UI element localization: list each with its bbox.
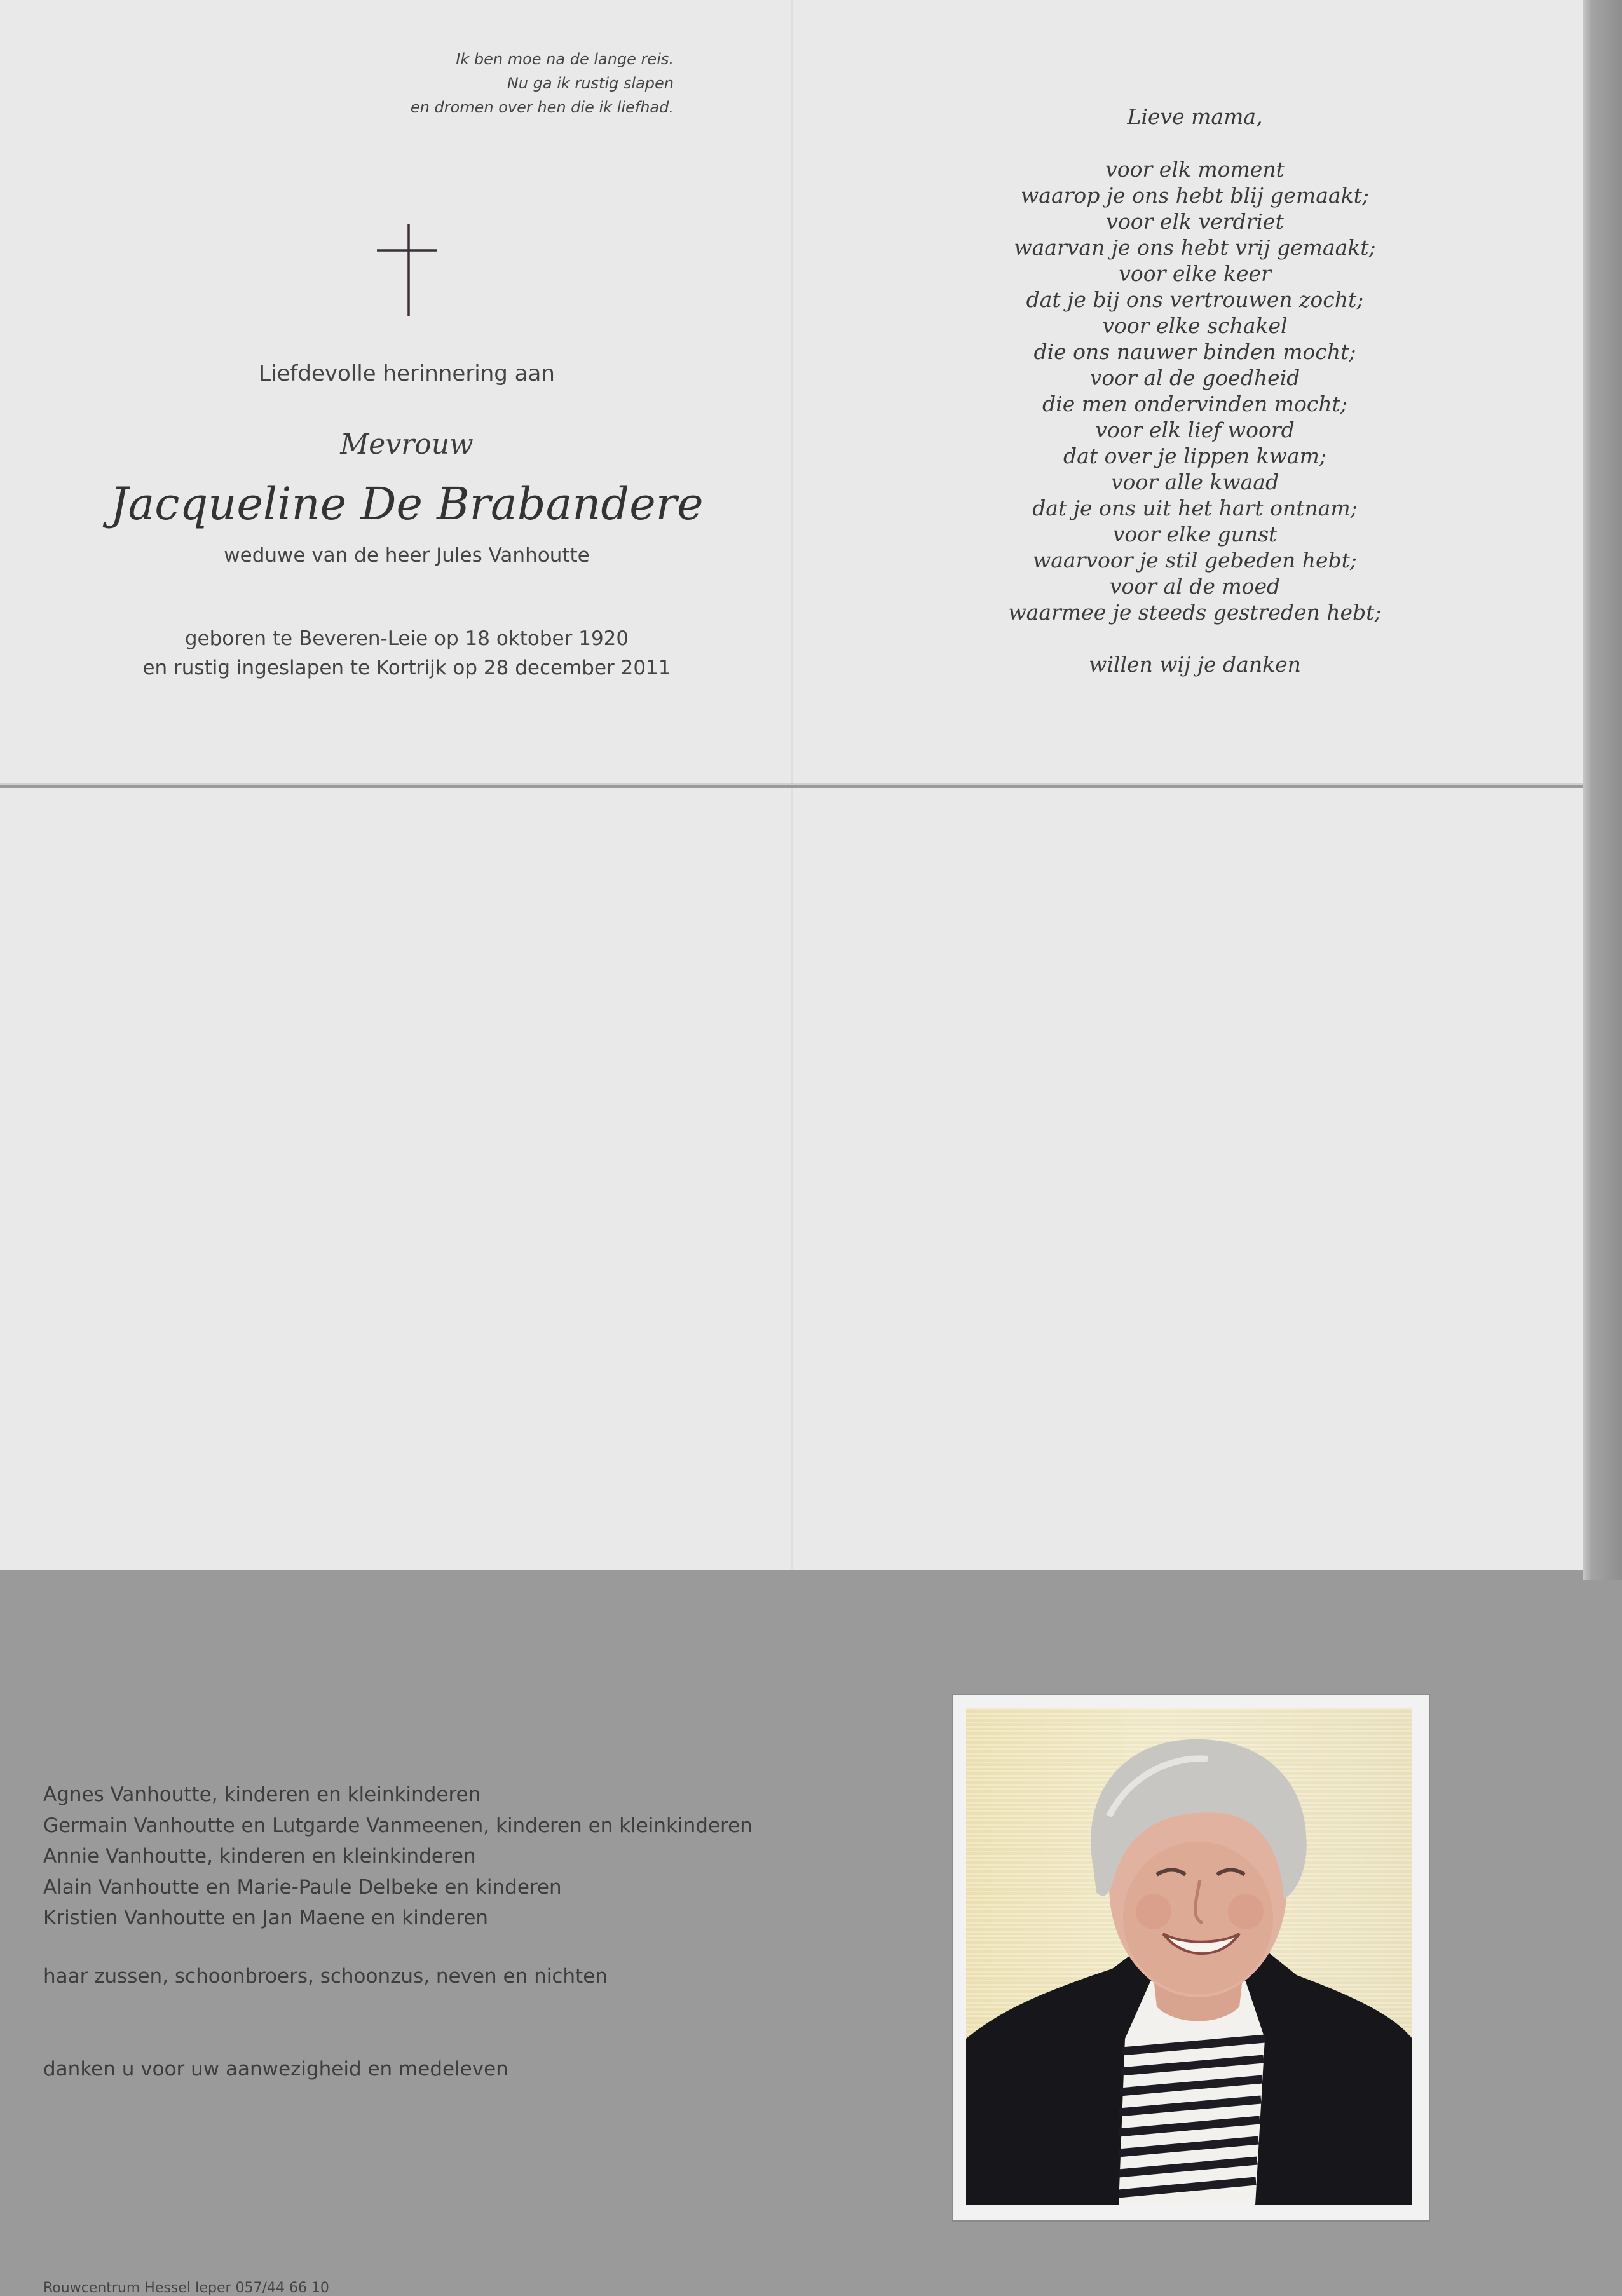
fold-line	[791, 788, 793, 1570]
memorial-card-back	[0, 788, 1583, 2296]
poem	[1004, 103, 1386, 679]
poem-line: die men ondervinden mocht;	[1042, 391, 1347, 416]
poem-line: voor al de goedheid	[1089, 365, 1300, 390]
deceased-name: Jacqueline De Brabandere	[110, 478, 704, 530]
poem-closing: willen wij je danken	[1089, 652, 1301, 677]
poem-line: voor elke schakel	[1102, 313, 1288, 338]
family-member: Kristien Vanhoutte en Jan Maene en kinderen	[43, 1906, 489, 1929]
poem-line: voor elk verdriet	[1106, 209, 1284, 234]
poem-line: waarvoor je stil gebeden hebt;	[1032, 548, 1358, 573]
poem-line: voor elk lief woord	[1095, 418, 1295, 442]
poem-line: dat over je lippen kwam;	[1063, 444, 1327, 468]
undertaker-info: Rouwcentrum Hessel Ieper 057/44 66 10	[43, 2280, 329, 2296]
poem-line: voor alle kwaad	[1110, 470, 1279, 494]
poem-line: die ons nauwer binden mocht;	[1033, 339, 1356, 364]
poem-line: voor elk moment	[1105, 157, 1285, 182]
poem-line: waarmee je steeds gestreden hebt;	[1008, 600, 1382, 625]
thanks-line: danken u voor uw aanwezigheid en medeleven	[43, 2058, 508, 2081]
poem-verse	[1004, 156, 1386, 625]
death-line: en rustig ingeslapen te Kortrijk op 28 december 2011	[142, 656, 671, 679]
poem-line: voor elke keer	[1119, 261, 1271, 286]
poem-line: waarvan je ons hebt vrij gemaakt;	[1014, 235, 1376, 260]
birth-line: geboren te Beveren-Leie op 18 oktober 1920	[184, 627, 629, 650]
motto-line: Ik ben moe na de lange reis.	[456, 50, 674, 68]
family-list	[43, 1779, 753, 1934]
relatives-line: haar zussen, schoonbroers, schoonzus, neven en nichten	[43, 1965, 608, 1988]
poem-line: dat je ons uit het hart ontnam;	[1032, 496, 1358, 520]
cross-icon	[375, 222, 439, 318]
spouse-line: weduwe van de heer Jules Vanhoutte	[224, 544, 590, 567]
honorific: Mevrouw	[340, 428, 474, 461]
motto-verse	[411, 47, 674, 119]
portrait-frame	[952, 1694, 1430, 2222]
motto-line: en dromen over hen die ik liefhad.	[410, 98, 674, 116]
poem-line: voor al de moed	[1109, 574, 1281, 599]
scan-edge	[1583, 0, 1622, 1580]
portrait-photo	[966, 1708, 1412, 2205]
poem-line: dat je bij ons vertrouwen zocht;	[1026, 287, 1364, 312]
family-member: Agnes Vanhoutte, kinderen en kleinkinderen	[43, 1783, 481, 1806]
family-member: Germain Vanhoutte en Lutgarde Vanmeenen, kinderen en kleinkinderen	[43, 1814, 753, 1837]
poem-line: voor elke gunst	[1112, 522, 1278, 547]
motto-line: Nu ga ik rustig slapen	[507, 74, 674, 92]
family-member: Annie Vanhoutte, kinderen en kleinkinderen	[43, 1845, 476, 1868]
family-member: Alain Vanhoutte en Marie-Paule Delbeke en kinderen	[43, 1875, 562, 1899]
poem-line: waarop je ons hebt blij gemaakt;	[1021, 183, 1369, 208]
memorial-card-front	[0, 0, 1583, 785]
poem-greeting: Lieve mama,	[1127, 104, 1263, 129]
portrait-illustration	[966, 1708, 1412, 2205]
intro-text: Liefdevolle herinnering aan	[259, 361, 555, 386]
life-dates	[0, 624, 814, 683]
